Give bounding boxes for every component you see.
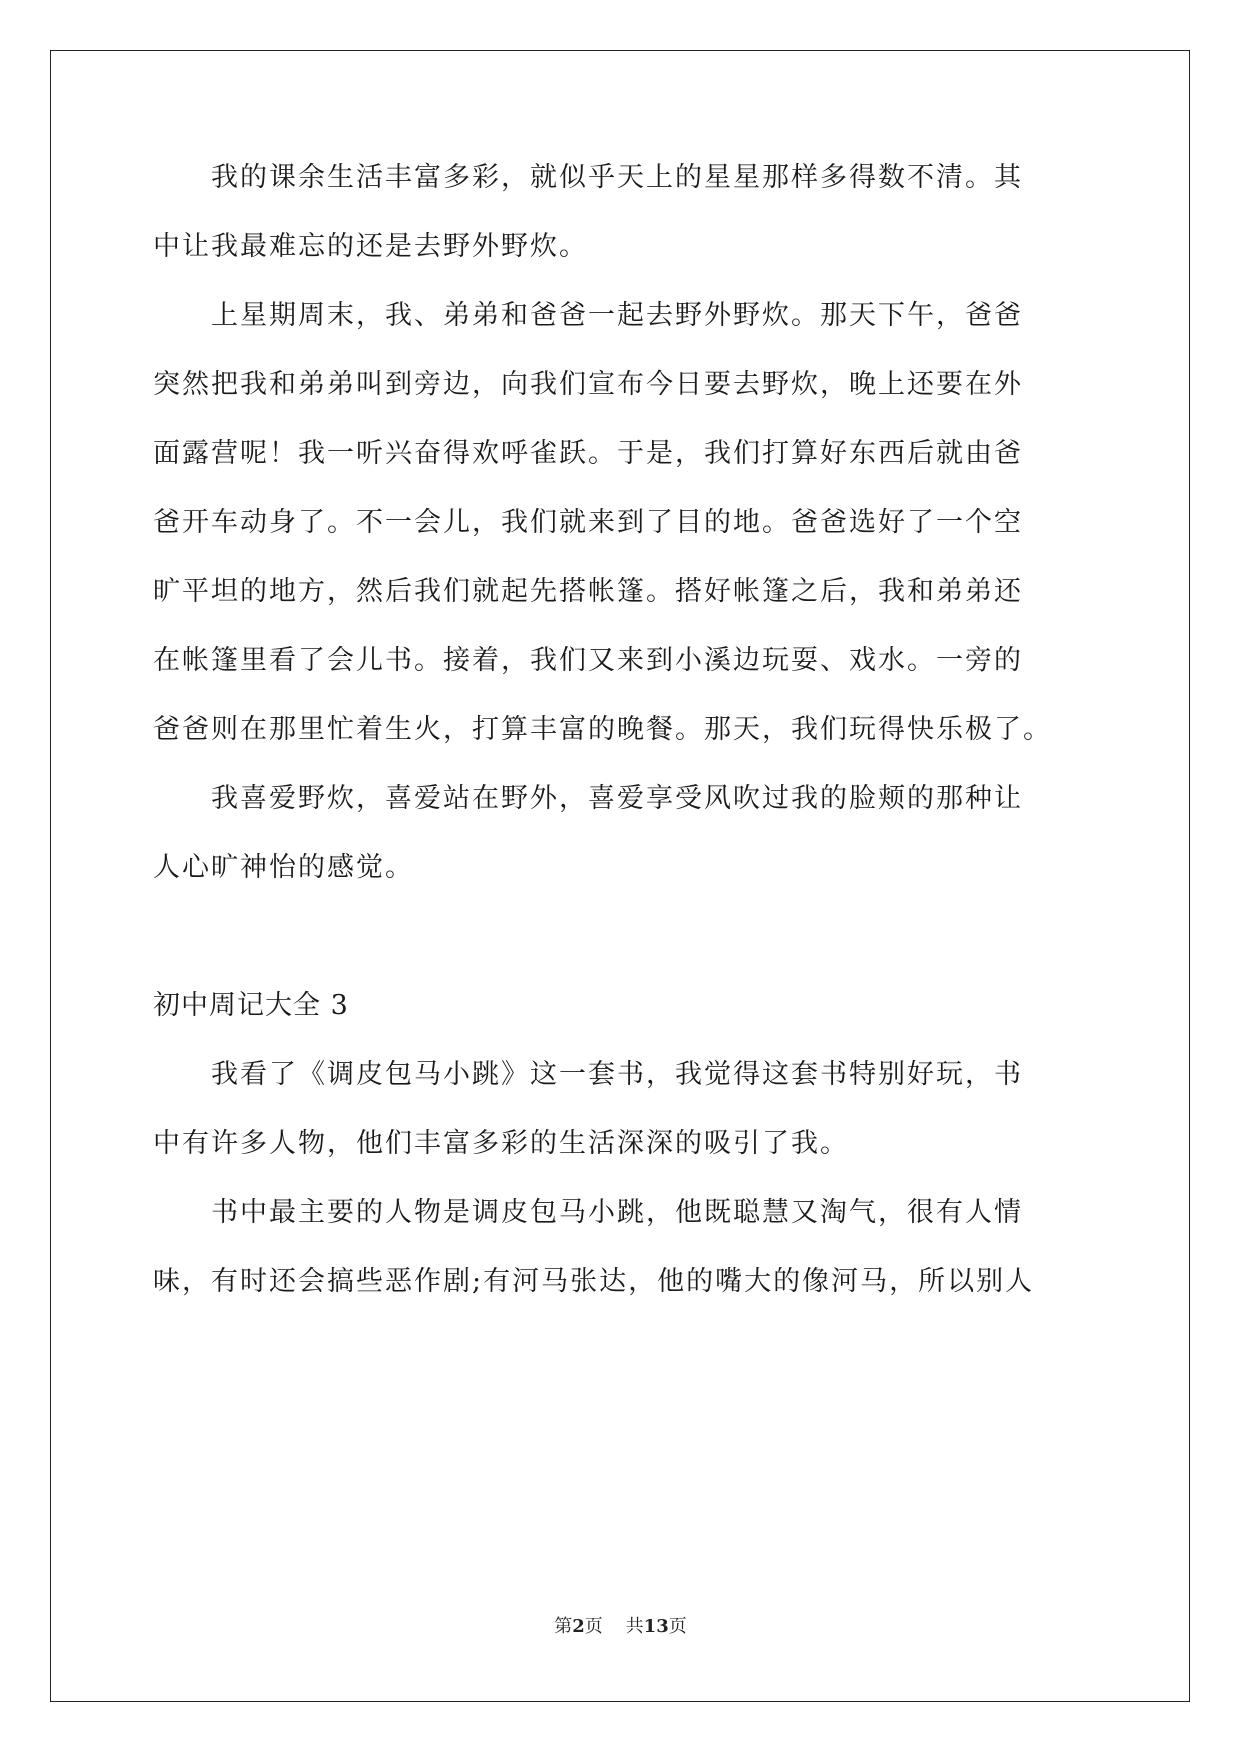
text-line: 上星期周末，我、弟弟和爸爸一起去野外野炊。那天下午，爸爸 <box>153 300 1023 331</box>
page-number: 2 <box>572 1616 585 1637</box>
page-label-suffix: 页 <box>584 1616 603 1637</box>
page-label-prefix: 第 <box>554 1616 573 1637</box>
text-line: 中让我最难忘的还是去野外野炊。 <box>153 231 588 262</box>
total-prefix: 共 <box>625 1616 644 1637</box>
text-line: 爸爸则在那里忙着生火，打算丰富的晚餐。那天，我们玩得快乐极了。 <box>153 714 1052 745</box>
text-line: 面露营呢！我一听兴奋得欢呼雀跃。于是，我们打算好东西后就由爸 <box>153 438 1023 469</box>
text-line: 中有许多人物，他们丰富多彩的生活深深的吸引了我。 <box>153 1128 849 1159</box>
text-line: 爸开车动身了。不一会儿，我们就来到了目的地。爸爸选好了一个空 <box>153 507 1023 538</box>
text-line: 突然把我和弟弟叫到旁边，向我们宣布今日要去野炊，晚上还要在外 <box>153 369 1023 400</box>
text-line: 我的课余生活丰富多彩，就似乎天上的星星那样多得数不清。其 <box>153 162 1023 193</box>
total-suffix: 页 <box>668 1616 687 1637</box>
total-pages: 13 <box>643 1616 669 1637</box>
document-body <box>153 163 1088 1297</box>
page-footer <box>0 1617 1241 1637</box>
text-line: 书中最主要的人物是调皮包马小跳，他既聪慧又淘气，很有人情 <box>153 1197 1023 1228</box>
text-line: 在帐篷里看了会儿书。接着，我们又来到小溪边玩耍、戏水。一旁的 <box>153 645 1023 676</box>
text-line: 旷平坦的地方，然后我们就起先搭帐篷。搭好帐篷之后，我和弟弟还 <box>153 576 1023 607</box>
text-line: 我喜爱野炊，喜爱站在野外，喜爱享受风吹过我的脸颊的那种让 <box>153 783 1023 814</box>
text-line: 我看了《调皮包马小跳》这一套书，我觉得这套书特别好玩，书 <box>153 1059 1023 1090</box>
text-line: 味，有时还会搞些恶作剧;有河马张达，他的嘴大的像河马，所以别人 <box>153 1266 1035 1297</box>
section-heading: 初中周记大全 3 <box>153 990 349 1021</box>
text-line: 人心旷神怡的感觉。 <box>153 852 414 883</box>
